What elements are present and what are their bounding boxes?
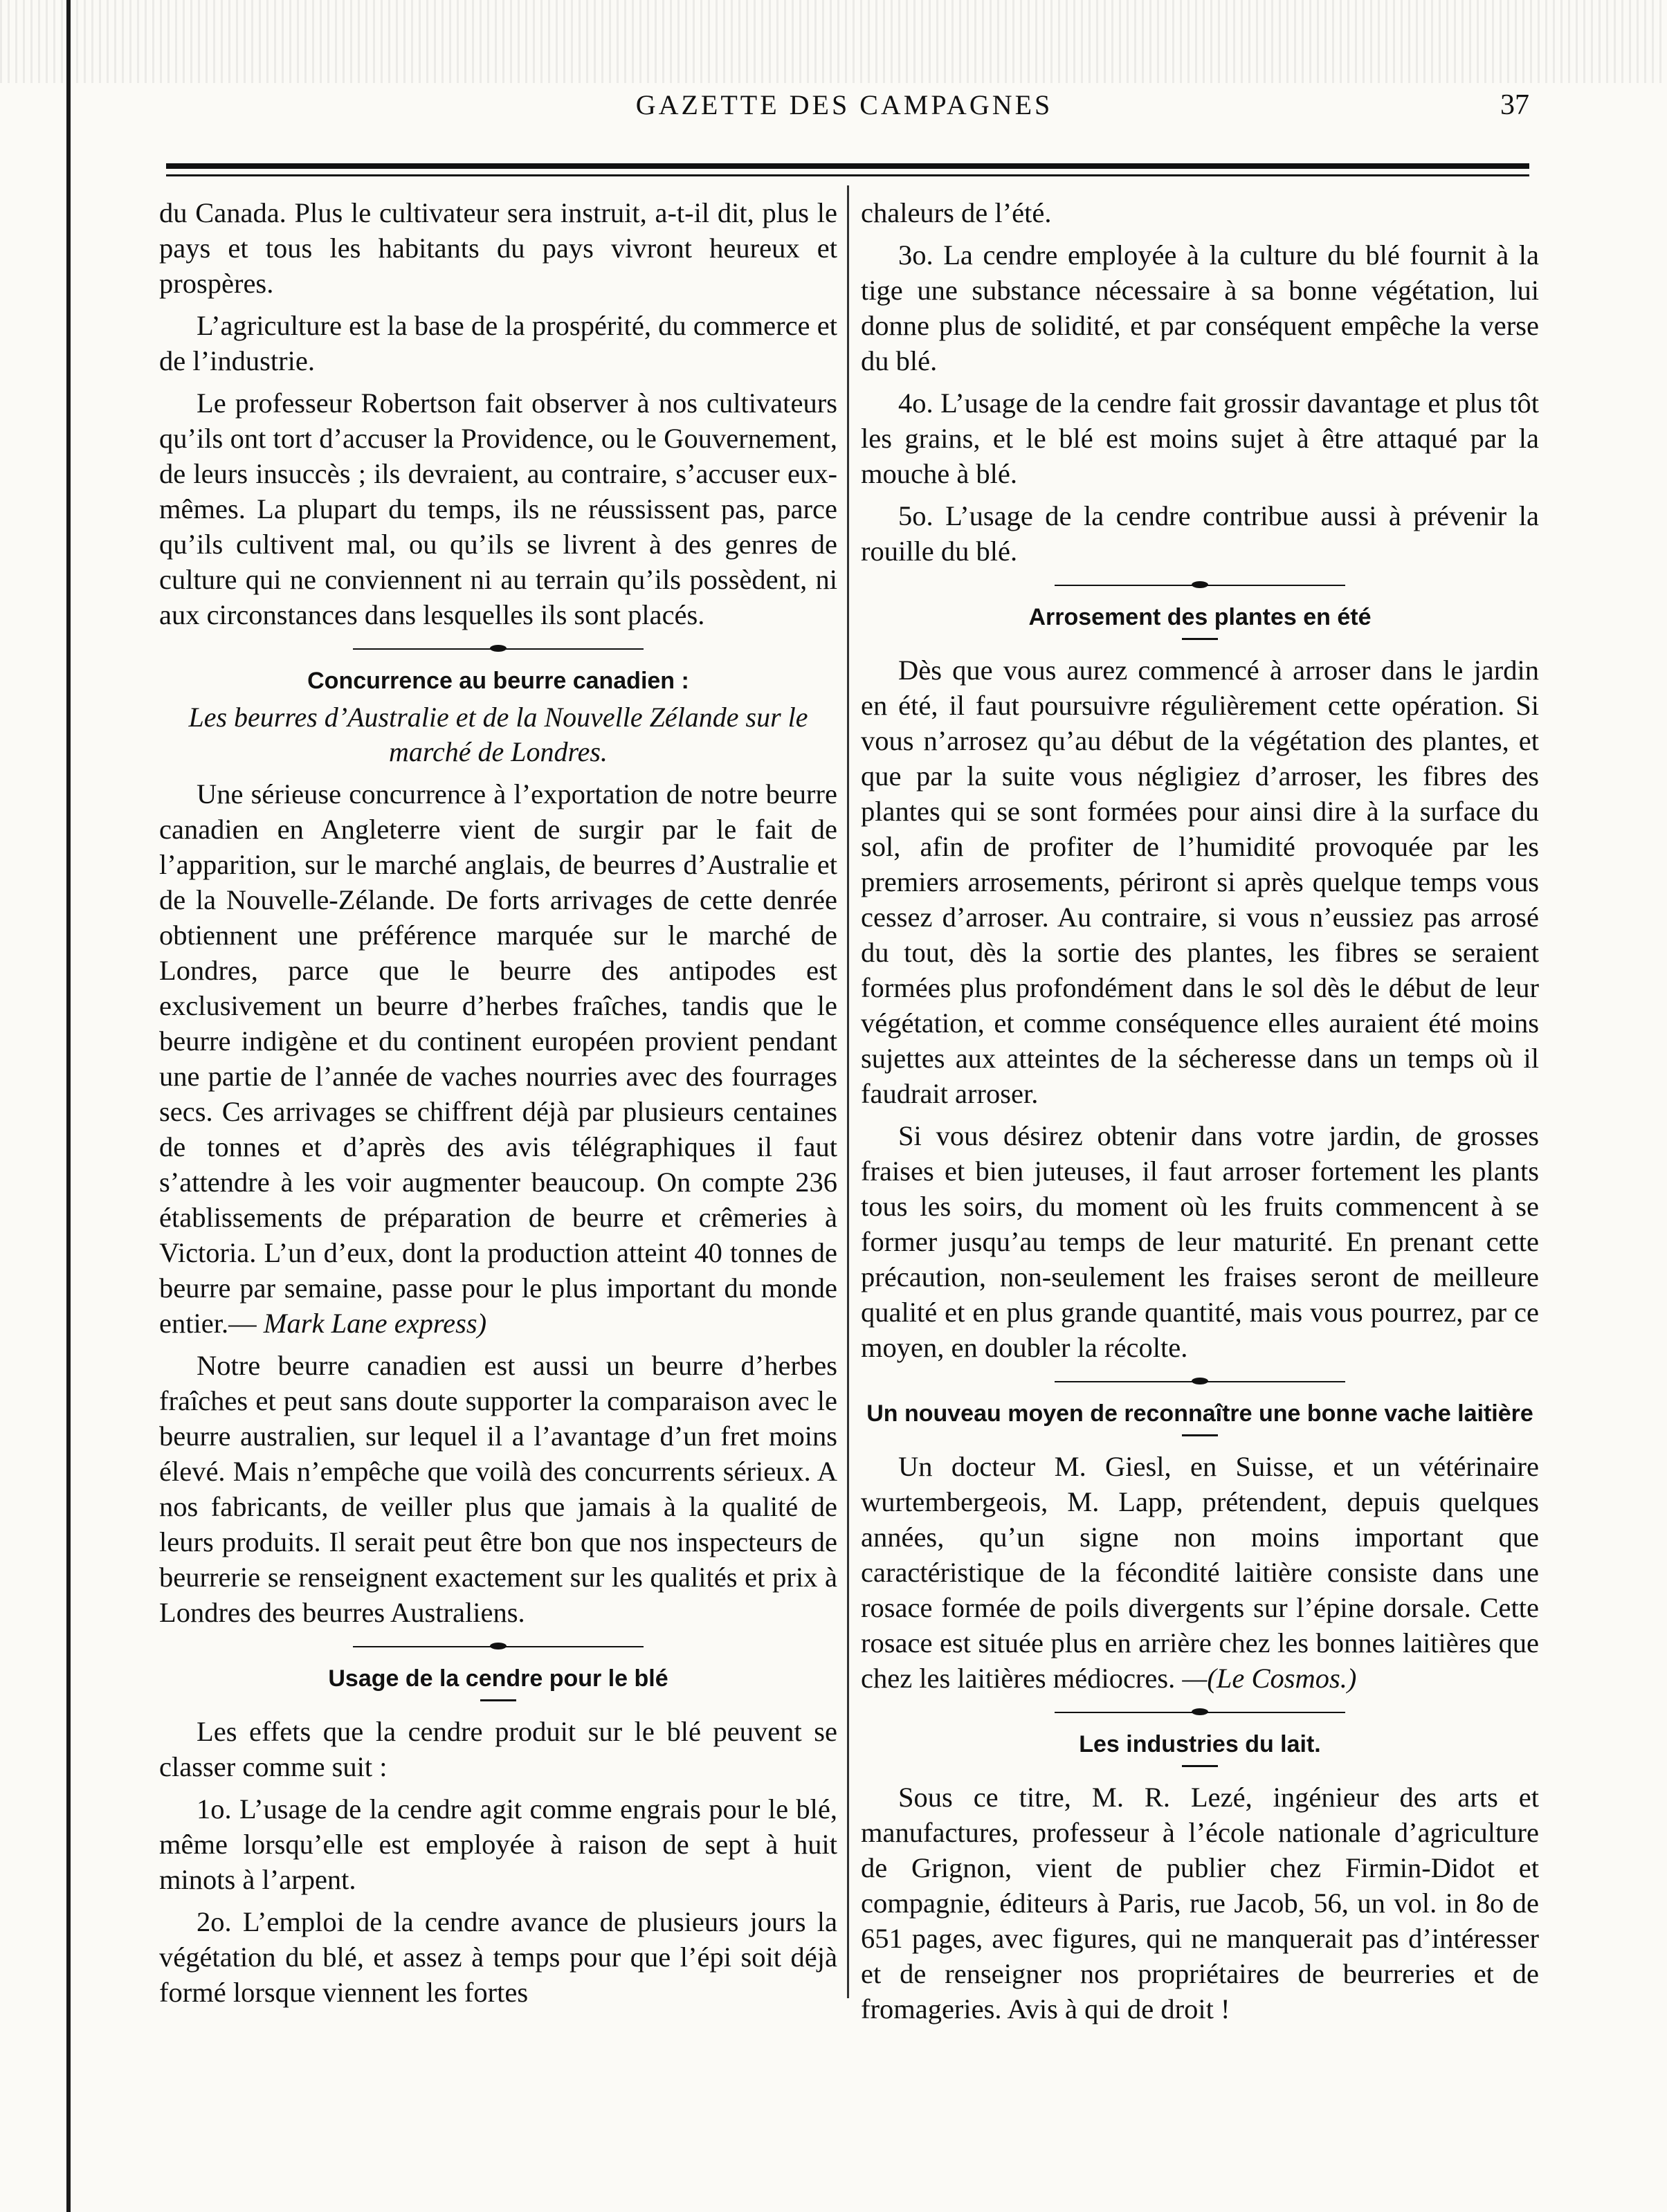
paragraph: chaleurs de l’été. [861, 197, 1052, 228]
paragraph: Les effets que la cendre produit sur le blé peuvent se classer comme suit : [159, 1716, 837, 1782]
paragraph: 4o. L’usage de la cendre fait grossir davantage et plus tôt les grains, et le blé est moins sujet à être attaqué par la mouche à blé. [861, 387, 1539, 489]
heading-dash [1182, 1434, 1218, 1436]
heading-dash [1182, 638, 1218, 640]
section-separator [1055, 1375, 1345, 1389]
section-separator [353, 642, 644, 656]
column-divider [847, 185, 849, 1998]
paragraph-text: Un docteur M. Giesl, en Suisse, et un vétérinaire wurtembergeois, M. Lapp, prétendent, depuis quelques années, qu’un signe non moins important que caractéristique de la fécondité laitière consiste dans une rosace formée de poils divergents sur l’épine dorsale. Cette rosace est située plus en arrière chez les bonnes laitières que chez les laitières médiocres. [861, 1451, 1539, 1694]
paragraph: Le professeur Robertson fait observer à nos cultivateurs qu’ils ont tort d’accuser la Providence, ou le Gouvernement, de leurs insuccès ; ils devraient, au contraire, s’accuser eux-mêmes. La plupart du temps, ils ne réussissent pas, parce qu’ils cultivent mal, ou qu’ils se livrent à des genres de culture qui ne conviennent ni au terrain qu’ils possèdent, ni aux circonstances dans lesquelles ils sont placés. [159, 387, 837, 630]
left-column [159, 195, 837, 2017]
section-separator [1055, 1706, 1345, 1719]
section-separator [1055, 578, 1345, 592]
paragraph: 3o. La cendre employée à la culture du blé fournit à la tige une substance nécessaire à sa bonne végétation, lui donne plus de solidité, et par conséquent empêche la verse du blé. [861, 239, 1539, 376]
article-subheading: Les beurres d’Australie et de la Nouvelle Zélande sur le marché de Londres. [188, 702, 808, 767]
article-heading: Un nouveau moyen de reconnaître une bonne vache laitière [866, 1400, 1533, 1427]
source-citation: Mark Lane express) [263, 1308, 487, 1339]
paragraph: Dès que vous aurez commencé à arroser dans le jardin en été, il faut poursuivre régulièrement cette opération. Si vous n’arrosez qu’au début de la végétation des plantes, et que par la suite vous négligiez d’arroser, les fibres des plantes qui se sont formées pour ainsi dire à la surface du sol, afin de profiter de l’humidité provoquée par les premiers arrosements, périront si après quelque temps vous cessez d’arroser. Au contraire, si vous n’eussiez pas arrosé du tout, dès la sortie des plantes, les fibres se seraient formées plus profondément dans le sol dès le début de leur végétation, et comme conséquence elles auraient été moins sujettes aux atteintes de la sécheresse dans un temps où il faudrait arroser. [861, 655, 1539, 1109]
paragraph: du Canada. Plus le cultivateur sera instruit, a-t-il dit, plus le pays et tous les habitants du pays vivront heureux et prospères. [159, 197, 837, 299]
paragraph: 2o. L’emploi de la cendre avance de plusieurs jours la végétation du blé, et assez à temps pour que l’épi soit déjà formé lorsque viennent les fortes [159, 1906, 837, 2008]
paragraph: Si vous désirez obtenir dans votre jardin, de grosses fraises et bien juteuses, il faut arroser fortement les plants tous les soirs, du moment où les fruits commencent à se former jusqu’au temps de leur maturité. En prenant cette précaution, non-seulement les fraises seront de meilleure qualité et en plus grande quantité, mais vous pourrez, par ce moyen, en doubler la récolte. [861, 1120, 1539, 1363]
running-head [159, 89, 1529, 137]
article-heading: Usage de la cendre pour le blé [328, 1665, 668, 1692]
source-citation: —(Le Cosmos.) [1182, 1663, 1357, 1694]
article-heading: Arrosement des plantes en été [1028, 604, 1372, 630]
heading-dash [1182, 1765, 1218, 1767]
page-binding-rule [66, 0, 71, 2212]
article-heading: Les industries du lait. [1079, 1731, 1321, 1757]
scan-noise [0, 0, 1667, 83]
paragraph: 1o. L’usage de la cendre agit comme engrais pour le blé, même lorsqu’elle est employée à raison de sept à huit minots à l’arpent. [159, 1793, 837, 1895]
paragraph: 5o. L’usage de la cendre contribue aussi à prévenir la rouille du blé. [861, 500, 1539, 567]
running-title: GAZETTE DES CAMPAGNES [635, 89, 1053, 120]
paragraph: Notre beurre canadien est aussi un beurre d’herbes fraîches et peut sans doute supporter la comparaison avec le beurre australien, sur lequel il a l’avantage d’un fret moins élevé. Mais n’empêche que voilà des concurrents sérieux. A nos fabricants, de veiller plus que jamais à la qualité de leurs produits. Il serait peut être bon que nos inspecteurs de beurrerie se renseignent exactement sur les qualités et prix à Londres des beurres Australiens. [159, 1350, 837, 1628]
section-separator [353, 1640, 644, 1654]
paragraph [861, 1449, 1539, 1696]
article-heading: Concurrence au beurre canadien : [307, 668, 689, 694]
paragraph: Sous ce titre, M. R. Lezé, ingénieur des arts et manufactures, professeur à l’école nationale d’agriculture de Grignon, vient de publier chez Firmin-Didot et compagnie, éditeurs à Paris, rue Jacob, 56, un vol. in 8o de 651 pages, avec figures, qui ne manquerait pas d’intéresser et de renseigner nos propriétaires de beurreries et de fromageries. Avis à qui de droit ! [861, 1782, 1539, 2024]
header-rule-thick [166, 163, 1529, 169]
heading-dash [480, 1699, 516, 1701]
right-column [861, 195, 1539, 2033]
paragraph-text: Une sérieuse concurrence à l’exportation de notre beurre canadien en Angleterre vient de surgir par le fait de l’apparition, sur le marché anglais, de beurres d’Australie et de la Nouvelle-Zélande. De forts arrivages de cette denrée obtiennent une préférence marquée sur le marché de Londres, parce que le beurre des antipodes est exclusivement un beurre d’herbes fraîches, tandis que le beurre indigène et du continent européen provient pendant une partie de l’année de vaches nourries avec des fourrages secs. Ces arrivages se chiffrent déjà par plusieurs centaines de tonnes et d’après des avis télégraphiques il faut s’attendre à les voir augmenter beaucoup. On compte 236 établissements de préparation de beurre et crêmeries à Victoria. L’un d’eux, dont la production atteint 40 tonnes de beurre par semaine, passe pour le plus important du monde entier.— [159, 778, 837, 1339]
paragraph: L’agriculture est la base de la prospérité, du commerce et de l’industrie. [159, 310, 837, 376]
header-rule-thin [166, 174, 1529, 176]
page-number: 37 [1500, 89, 1529, 121]
paragraph [159, 776, 837, 1341]
